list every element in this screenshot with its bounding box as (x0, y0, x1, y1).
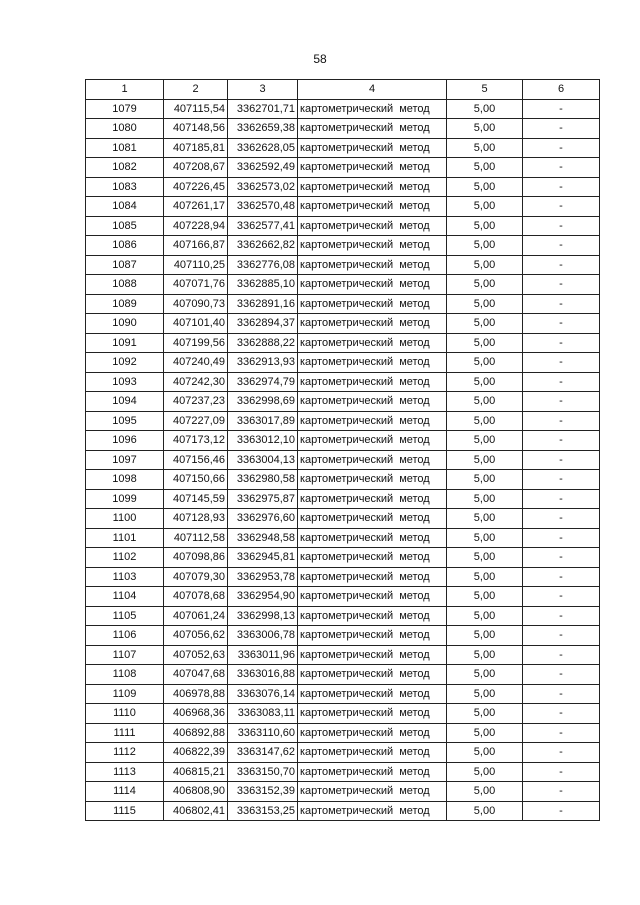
point-number-cell: 1087 (86, 255, 164, 275)
method-cell: картометрический метод (298, 470, 447, 490)
note-cell: - (523, 431, 600, 451)
x-coordinate-cell: 407047,68 (164, 665, 228, 685)
note-cell: - (523, 255, 600, 275)
accuracy-cell: 5,00 (447, 138, 523, 158)
x-coordinate-cell: 407237,23 (164, 392, 228, 412)
x-coordinate-cell: 407101,40 (164, 314, 228, 334)
note-cell: - (523, 782, 600, 802)
x-coordinate-cell: 406808,90 (164, 782, 228, 802)
x-coordinate-cell: 407166,87 (164, 236, 228, 256)
x-coordinate-cell: 407052,63 (164, 645, 228, 665)
method-cell: картометрический метод (298, 567, 447, 587)
method-cell: картометрический метод (298, 528, 447, 548)
y-coordinate-cell: 3362888,22 (228, 333, 298, 353)
x-coordinate-cell: 407071,76 (164, 275, 228, 295)
method-cell: картометрический метод (298, 158, 447, 178)
x-coordinate-cell: 407208,67 (164, 158, 228, 178)
y-coordinate-cell: 3362974,79 (228, 372, 298, 392)
point-number-cell: 1099 (86, 489, 164, 509)
y-coordinate-cell: 3362577,41 (228, 216, 298, 236)
y-coordinate-cell: 3362891,16 (228, 294, 298, 314)
x-coordinate-cell: 407228,94 (164, 216, 228, 236)
y-coordinate-cell: 3362662,82 (228, 236, 298, 256)
point-number-cell: 1081 (86, 138, 164, 158)
y-coordinate-cell: 3362980,58 (228, 470, 298, 490)
accuracy-cell: 5,00 (447, 314, 523, 334)
table-row (86, 314, 600, 334)
y-coordinate-cell: 3362945,81 (228, 548, 298, 568)
x-coordinate-cell: 406892,88 (164, 723, 228, 743)
accuracy-cell: 5,00 (447, 255, 523, 275)
y-coordinate-cell: 3363150,70 (228, 762, 298, 782)
accuracy-cell: 5,00 (447, 782, 523, 802)
table-row (86, 138, 600, 158)
method-cell: картометрический метод (298, 587, 447, 607)
note-cell: - (523, 216, 600, 236)
point-number-cell: 1095 (86, 411, 164, 431)
method-cell: картометрический метод (298, 450, 447, 470)
method-cell: картометрический метод (298, 489, 447, 509)
accuracy-cell: 5,00 (447, 392, 523, 412)
table-row (86, 567, 600, 587)
table-row (86, 801, 600, 821)
method-cell: картометрический метод (298, 353, 447, 373)
header-col-4: 4 (298, 80, 447, 100)
note-cell: - (523, 665, 600, 685)
header-col-6: 6 (523, 80, 600, 100)
x-coordinate-cell: 407061,24 (164, 606, 228, 626)
point-number-cell: 1092 (86, 353, 164, 373)
table-row (86, 197, 600, 217)
y-coordinate-cell: 3362776,08 (228, 255, 298, 275)
note-cell: - (523, 392, 600, 412)
table-row (86, 177, 600, 197)
point-number-cell: 1101 (86, 528, 164, 548)
table-row (86, 392, 600, 412)
table-row (86, 119, 600, 139)
header-col-3: 3 (228, 80, 298, 100)
accuracy-cell: 5,00 (447, 158, 523, 178)
accuracy-cell: 5,00 (447, 723, 523, 743)
x-coordinate-cell: 406822,39 (164, 743, 228, 763)
x-coordinate-cell: 406802,41 (164, 801, 228, 821)
accuracy-cell: 5,00 (447, 197, 523, 217)
x-coordinate-cell: 407112,58 (164, 528, 228, 548)
accuracy-cell: 5,00 (447, 645, 523, 665)
method-cell: картометрический метод (298, 275, 447, 295)
point-number-cell: 1113 (86, 762, 164, 782)
accuracy-cell: 5,00 (447, 743, 523, 763)
point-number-cell: 1089 (86, 294, 164, 314)
x-coordinate-cell: 407098,86 (164, 548, 228, 568)
y-coordinate-cell: 3363006,78 (228, 626, 298, 646)
y-coordinate-cell: 3363152,39 (228, 782, 298, 802)
method-cell: картометрический метод (298, 645, 447, 665)
method-cell: картометрический метод (298, 236, 447, 256)
table-row (86, 489, 600, 509)
x-coordinate-cell: 407150,66 (164, 470, 228, 490)
accuracy-cell: 5,00 (447, 762, 523, 782)
method-cell: картометрический метод (298, 723, 447, 743)
method-cell: картометрический метод (298, 216, 447, 236)
table-row (86, 372, 600, 392)
y-coordinate-cell: 3363110,60 (228, 723, 298, 743)
accuracy-cell: 5,00 (447, 567, 523, 587)
note-cell: - (523, 411, 600, 431)
x-coordinate-cell: 407110,25 (164, 255, 228, 275)
table-row (86, 353, 600, 373)
method-cell: картометрический метод (298, 762, 447, 782)
accuracy-cell: 5,00 (447, 294, 523, 314)
y-coordinate-cell: 3362976,60 (228, 509, 298, 529)
note-cell: - (523, 177, 600, 197)
note-cell: - (523, 743, 600, 763)
point-number-cell: 1108 (86, 665, 164, 685)
x-coordinate-cell: 407226,45 (164, 177, 228, 197)
table-row (86, 723, 600, 743)
note-cell: - (523, 704, 600, 724)
note-cell: - (523, 587, 600, 607)
method-cell: картометрический метод (298, 548, 447, 568)
point-number-cell: 1088 (86, 275, 164, 295)
x-coordinate-cell: 407242,30 (164, 372, 228, 392)
point-number-cell: 1091 (86, 333, 164, 353)
method-cell: картометрический метод (298, 255, 447, 275)
y-coordinate-cell: 3362885,10 (228, 275, 298, 295)
x-coordinate-cell: 406978,88 (164, 684, 228, 704)
note-cell: - (523, 372, 600, 392)
x-coordinate-cell: 407227,09 (164, 411, 228, 431)
point-number-cell: 1085 (86, 216, 164, 236)
accuracy-cell: 5,00 (447, 372, 523, 392)
table-row (86, 606, 600, 626)
note-cell: - (523, 606, 600, 626)
table-row (86, 528, 600, 548)
method-cell: картометрический метод (298, 801, 447, 821)
note-cell: - (523, 138, 600, 158)
point-number-cell: 1111 (86, 723, 164, 743)
table-row (86, 743, 600, 763)
accuracy-cell: 5,00 (447, 801, 523, 821)
method-cell: картометрический метод (298, 333, 447, 353)
table-body (86, 99, 600, 821)
x-coordinate-cell: 406815,21 (164, 762, 228, 782)
note-cell: - (523, 333, 600, 353)
accuracy-cell: 5,00 (447, 119, 523, 139)
point-number-cell: 1090 (86, 314, 164, 334)
method-cell: картометрический метод (298, 509, 447, 529)
y-coordinate-cell: 3362570,48 (228, 197, 298, 217)
method-cell: картометрический метод (298, 138, 447, 158)
point-number-cell: 1086 (86, 236, 164, 256)
point-number-cell: 1080 (86, 119, 164, 139)
table-row (86, 665, 600, 685)
accuracy-cell: 5,00 (447, 275, 523, 295)
y-coordinate-cell: 3362998,13 (228, 606, 298, 626)
table-row (86, 645, 600, 665)
note-cell: - (523, 158, 600, 178)
note-cell: - (523, 567, 600, 587)
accuracy-cell: 5,00 (447, 236, 523, 256)
point-number-cell: 1112 (86, 743, 164, 763)
point-number-cell: 1084 (86, 197, 164, 217)
note-cell: - (523, 723, 600, 743)
page-number: 58 (313, 52, 327, 66)
y-coordinate-cell: 3362592,49 (228, 158, 298, 178)
accuracy-cell: 5,00 (447, 626, 523, 646)
accuracy-cell: 5,00 (447, 665, 523, 685)
x-coordinate-cell: 407079,30 (164, 567, 228, 587)
x-coordinate-cell: 407090,73 (164, 294, 228, 314)
point-number-cell: 1098 (86, 470, 164, 490)
note-cell: - (523, 450, 600, 470)
y-coordinate-cell: 3362628,05 (228, 138, 298, 158)
note-cell: - (523, 801, 600, 821)
method-cell: картометрический метод (298, 99, 447, 119)
point-number-cell: 1093 (86, 372, 164, 392)
header-col-1: 1 (86, 80, 164, 100)
table-row (86, 236, 600, 256)
note-cell: - (523, 314, 600, 334)
method-cell: картометрический метод (298, 197, 447, 217)
point-number-cell: 1106 (86, 626, 164, 646)
accuracy-cell: 5,00 (447, 548, 523, 568)
accuracy-cell: 5,00 (447, 216, 523, 236)
point-number-cell: 1104 (86, 587, 164, 607)
method-cell: картометрический метод (298, 704, 447, 724)
point-number-cell: 1114 (86, 782, 164, 802)
accuracy-cell: 5,00 (447, 353, 523, 373)
y-coordinate-cell: 3362913,93 (228, 353, 298, 373)
point-number-cell: 1100 (86, 509, 164, 529)
y-coordinate-cell: 3362998,69 (228, 392, 298, 412)
note-cell: - (523, 626, 600, 646)
method-cell: картометрический метод (298, 665, 447, 685)
table-row (86, 216, 600, 236)
note-cell: - (523, 509, 600, 529)
x-coordinate-cell: 407199,56 (164, 333, 228, 353)
method-cell: картометрический метод (298, 606, 447, 626)
point-number-cell: 1096 (86, 431, 164, 451)
accuracy-cell: 5,00 (447, 587, 523, 607)
accuracy-cell: 5,00 (447, 177, 523, 197)
x-coordinate-cell: 407240,49 (164, 353, 228, 373)
y-coordinate-cell: 3363076,14 (228, 684, 298, 704)
x-coordinate-cell: 407145,59 (164, 489, 228, 509)
header-col-5: 5 (447, 80, 523, 100)
table-row (86, 333, 600, 353)
point-number-cell: 1094 (86, 392, 164, 412)
y-coordinate-cell: 3362701,71 (228, 99, 298, 119)
table-row (86, 275, 600, 295)
y-coordinate-cell: 3363147,62 (228, 743, 298, 763)
table-row (86, 431, 600, 451)
y-coordinate-cell: 3362573,02 (228, 177, 298, 197)
point-number-cell: 1079 (86, 99, 164, 119)
accuracy-cell: 5,00 (447, 684, 523, 704)
note-cell: - (523, 548, 600, 568)
accuracy-cell: 5,00 (447, 606, 523, 626)
y-coordinate-cell: 3362975,87 (228, 489, 298, 509)
accuracy-cell: 5,00 (447, 528, 523, 548)
y-coordinate-cell: 3362953,78 (228, 567, 298, 587)
y-coordinate-cell: 3363017,89 (228, 411, 298, 431)
note-cell: - (523, 275, 600, 295)
note-cell: - (523, 353, 600, 373)
note-cell: - (523, 294, 600, 314)
point-number-cell: 1109 (86, 684, 164, 704)
point-number-cell: 1083 (86, 177, 164, 197)
x-coordinate-cell: 407115,54 (164, 99, 228, 119)
table-row (86, 548, 600, 568)
y-coordinate-cell: 3363012,10 (228, 431, 298, 451)
method-cell: картометрический метод (298, 314, 447, 334)
point-number-cell: 1102 (86, 548, 164, 568)
table-row (86, 411, 600, 431)
note-cell: - (523, 119, 600, 139)
y-coordinate-cell: 3363016,88 (228, 665, 298, 685)
x-coordinate-cell: 407173,12 (164, 431, 228, 451)
table-row (86, 470, 600, 490)
method-cell: картометрический метод (298, 372, 447, 392)
method-cell: картометрический метод (298, 782, 447, 802)
method-cell: картометрический метод (298, 177, 447, 197)
table-row (86, 450, 600, 470)
table-row (86, 626, 600, 646)
accuracy-cell: 5,00 (447, 704, 523, 724)
note-cell: - (523, 470, 600, 490)
table-header (86, 80, 600, 100)
note-cell: - (523, 197, 600, 217)
point-number-cell: 1082 (86, 158, 164, 178)
header-col-2: 2 (164, 80, 228, 100)
method-cell: картометрический метод (298, 684, 447, 704)
table-row (86, 294, 600, 314)
method-cell: картометрический метод (298, 119, 447, 139)
table-row (86, 684, 600, 704)
method-cell: картометрический метод (298, 431, 447, 451)
x-coordinate-cell: 407156,46 (164, 450, 228, 470)
table-row (86, 782, 600, 802)
table-row (86, 158, 600, 178)
y-coordinate-cell: 3362948,58 (228, 528, 298, 548)
table-row (86, 509, 600, 529)
table-row (86, 255, 600, 275)
x-coordinate-cell: 407128,93 (164, 509, 228, 529)
y-coordinate-cell: 3362659,38 (228, 119, 298, 139)
accuracy-cell: 5,00 (447, 431, 523, 451)
y-coordinate-cell: 3362894,37 (228, 314, 298, 334)
method-cell: картометрический метод (298, 294, 447, 314)
x-coordinate-cell: 407185,81 (164, 138, 228, 158)
table-row (86, 99, 600, 119)
note-cell: - (523, 645, 600, 665)
accuracy-cell: 5,00 (447, 489, 523, 509)
method-cell: картометрический метод (298, 626, 447, 646)
point-number-cell: 1107 (86, 645, 164, 665)
table-row (86, 762, 600, 782)
x-coordinate-cell: 407078,68 (164, 587, 228, 607)
note-cell: - (523, 99, 600, 119)
method-cell: картометрический метод (298, 743, 447, 763)
point-number-cell: 1110 (86, 704, 164, 724)
accuracy-cell: 5,00 (447, 333, 523, 353)
point-number-cell: 1103 (86, 567, 164, 587)
note-cell: - (523, 684, 600, 704)
x-coordinate-cell: 407056,62 (164, 626, 228, 646)
note-cell: - (523, 489, 600, 509)
note-cell: - (523, 528, 600, 548)
y-coordinate-cell: 3363153,25 (228, 801, 298, 821)
table-row (86, 704, 600, 724)
y-coordinate-cell: 3363011,96 (228, 645, 298, 665)
accuracy-cell: 5,00 (447, 99, 523, 119)
accuracy-cell: 5,00 (447, 411, 523, 431)
x-coordinate-cell: 406968,36 (164, 704, 228, 724)
accuracy-cell: 5,00 (447, 450, 523, 470)
method-cell: картометрический метод (298, 392, 447, 412)
point-number-cell: 1097 (86, 450, 164, 470)
method-cell: картометрический метод (298, 411, 447, 431)
y-coordinate-cell: 3362954,90 (228, 587, 298, 607)
note-cell: - (523, 236, 600, 256)
x-coordinate-cell: 407261,17 (164, 197, 228, 217)
y-coordinate-cell: 3363083,11 (228, 704, 298, 724)
header-row (86, 80, 600, 100)
table-row (86, 587, 600, 607)
accuracy-cell: 5,00 (447, 509, 523, 529)
accuracy-cell: 5,00 (447, 470, 523, 490)
y-coordinate-cell: 3363004,13 (228, 450, 298, 470)
x-coordinate-cell: 407148,56 (164, 119, 228, 139)
point-number-cell: 1105 (86, 606, 164, 626)
note-cell: - (523, 762, 600, 782)
coordinates-table (85, 79, 600, 821)
point-number-cell: 1115 (86, 801, 164, 821)
